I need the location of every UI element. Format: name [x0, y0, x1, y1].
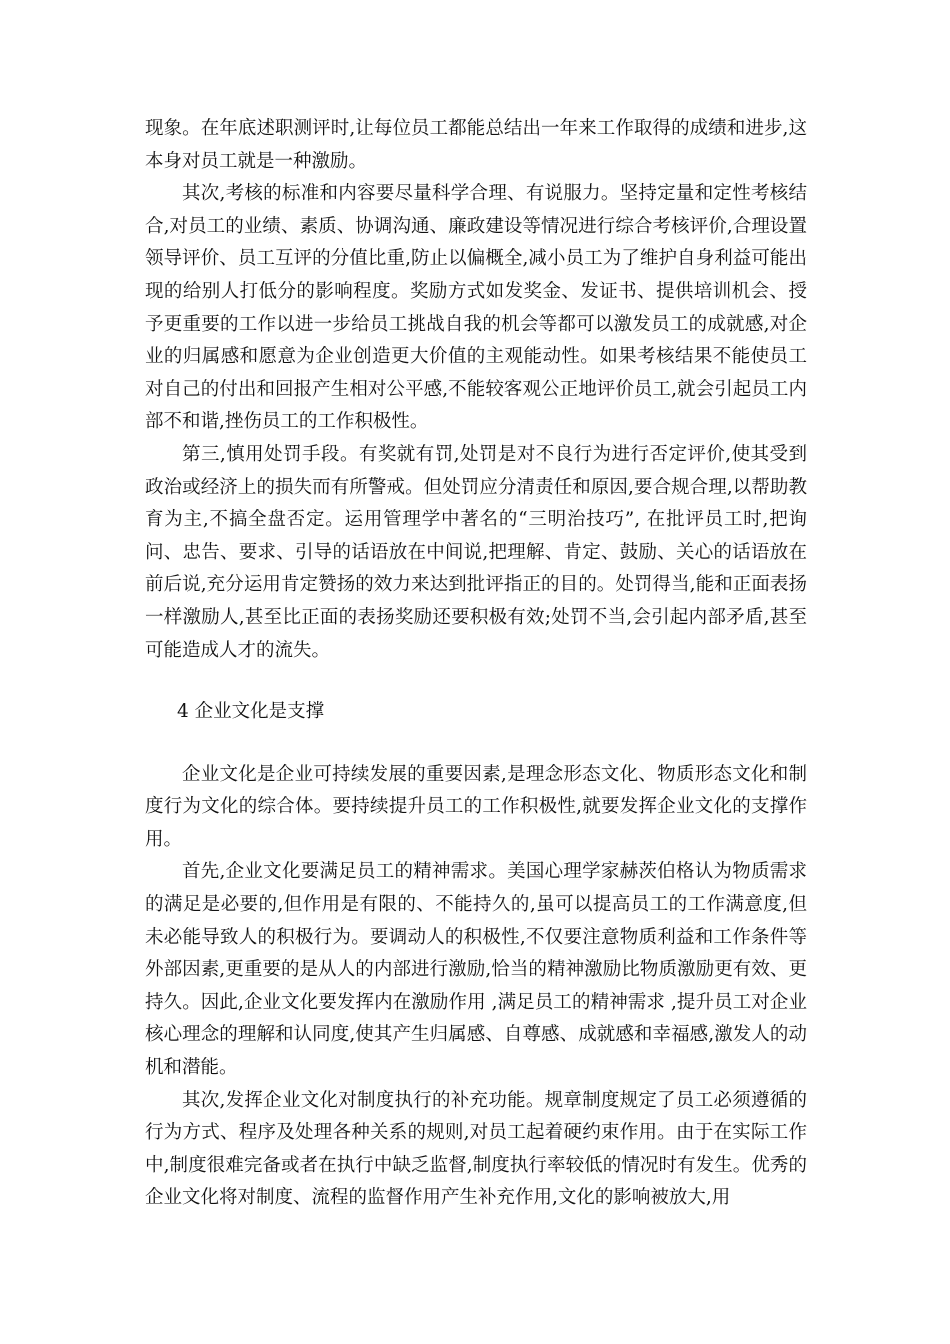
- section-heading: 4 企业文化是支撑: [177, 701, 325, 723]
- paragraph-continuation: 现象。在年底述职测评时,让每位员工都能总结出一年来工作取得的成绩和进步,这本身对员工就是一种激励。: [145, 118, 807, 172]
- paragraph-punishment: 第三,慎用处罚手段。有奖就有罚,处罚是对不良行为进行否定评价,使其受到政治或经济上的损失而有所警戒。但处罚应分清责任和原因,要合规合理,以帮助教育为主,不搞全盘否定。运用管理学中著名的“三明治技巧”, 在批评员工时,把询问、忠告、要求、引导的话语放在中间说,把理解、肯定、鼓励、关心的话语放在前后说,充分运用肯定赞扬的效力来达到批评指正的目的。处罚得当,能和正面表扬一样激励人,甚至比正面的表扬奖励还要积极有效;处罚不当,会引起内部矛盾,甚至可能造成人才的流失。: [145, 443, 807, 661]
- document-body: [145, 113, 807, 1215]
- spacer: [145, 667, 807, 696]
- paragraph-culture-intro: 企业文化是企业可持续发展的重要因素,是理念形态文化、物质形态文化和制度行为文化的综合体。要持续提升员工的工作积极性,就要发挥企业文化的支撑作用。: [145, 763, 807, 850]
- paragraph-spiritual-needs: 首先,企业文化要满足员工的精神需求。美国心理学家赫茨伯格认为物质需求的满足是必要的,但作用是有限的、不能持久的,虽可以提高员工的工作满意度,但未必能导致人的积极行为。要调动人的积极性,不仅要注意物质利益和工作条件等外部因素,更重要的是从人的内部进行激励,恰当的精神激励比物质激励更有效、更持久。因此,企业文化要发挥内在激励作用 ,满足员工的精神需求 ,提升员工对企业核心理念的理解和认同度,使其产生归属感、自尊感、成就感和幸福感,激发人的动机和潜能。: [145, 861, 807, 1079]
- paragraph-assessment-standards: 其次,考核的标准和内容要尽量科学合理、有说服力。坚持定量和定性考核结合,对员工的业绩、素质、协调沟通、廉政建设等情况进行综合考核评价,合理设置领导评价、员工互评的分值比重,防止以偏概全,减小员工为了维护自身利益可能出现的给别人打低分的影响程度。奖励方式如发奖金、发证书、提供培训机会、授予更重要的工作以进一步给员工挑战自我的机会等都可以激发员工的成就感,对企业的归属感和愿意为企业创造更大价值的主观能动性。如果考核结果不能使员工对自己的付出和回报产生相对公平感,不能较客观公正地评价员工,就会引起员工内部不和谐,挫伤员工的工作积极性。: [145, 183, 807, 433]
- paragraph-institution-execution: 其次,发挥企业文化对制度执行的补充功能。规章制度规定了员工必须遵循的行为方式、程序及处理各种关系的规则,对员工起着硬约束作用。由于在实际工作中,制度很难完备或者在执行中缺乏监督,制度执行率较低的情况时有发生。优秀的企业文化将对制度、流程的监督作用产生补充作用,文化的影响被放大,用: [145, 1089, 807, 1209]
- spacer: [145, 729, 807, 759]
